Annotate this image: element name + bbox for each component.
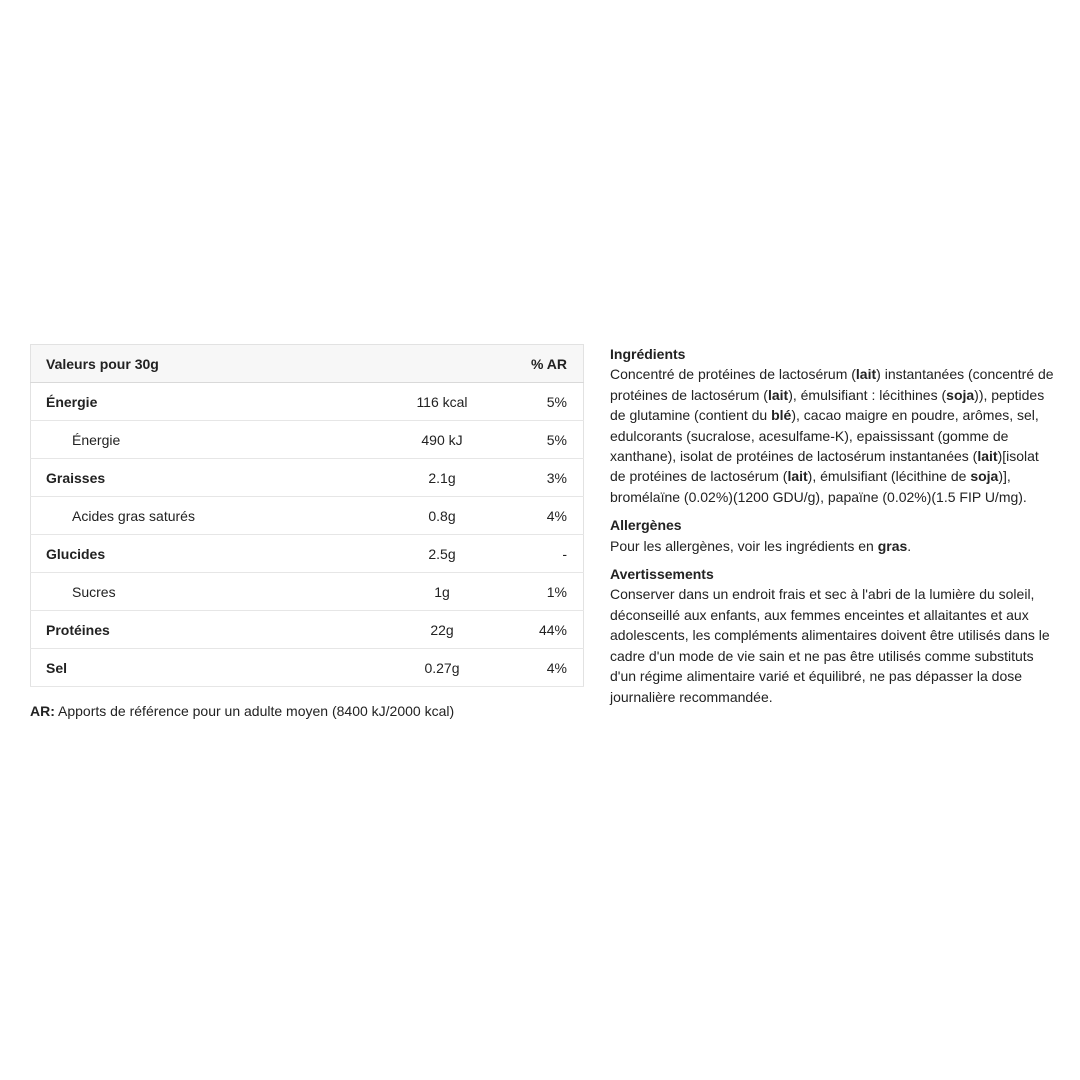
nutrient-amount: 116 kcal	[416, 393, 468, 410]
nutrient-amount: 0.8g	[428, 507, 456, 524]
nutrient-name: Sucres	[72, 583, 116, 600]
table-row	[31, 497, 584, 535]
nutrient-name: Énergie	[72, 431, 121, 448]
allergens-text-after: .	[907, 537, 912, 554]
nutrient-amount: 22g	[430, 621, 454, 638]
allergens-text	[610, 536, 1055, 556]
nutrient-percent: 1%	[546, 583, 567, 600]
allergens-text-bold: gras	[877, 537, 908, 554]
header-percent: % AR	[530, 355, 567, 372]
allergens-section	[610, 515, 1055, 556]
nutrient-percent: 44%	[538, 621, 567, 638]
nutrient-amount: 0.27g	[424, 659, 460, 676]
warnings-text: Conserver dans un endroit frais et sec à l'abri de la lumière du soleil, déconseillé aux enfants, aux femmes enceintes et allaitantes et aux adolescents, les compléments alimentaires doivent être utilisés dans le cadre d'un mode de vie sain et ne pas être utilisés comme substituts d'un régime alimentaire varié et équilibré, ne pas dépasser la dose journalière recommandée.	[610, 586, 1050, 705]
ingredients-text	[610, 364, 1055, 507]
nutrient-amount: 1g	[434, 583, 450, 600]
ingredient-allergen: lait	[767, 386, 789, 403]
ingredient-allergen: lait	[855, 366, 877, 383]
nutrient-percent: 5%	[546, 431, 567, 448]
ingredient-segment: ) instantanées (concentré de protéines de lactosérum (	[610, 366, 1054, 403]
nutrient-percent: 4%	[546, 507, 567, 524]
nutrient-name: Glucides	[46, 545, 106, 562]
ingredient-allergen: blé	[771, 407, 792, 424]
table-row	[31, 535, 584, 573]
footnote-label: AR:	[30, 703, 55, 719]
nutrient-amount: 2.5g	[428, 545, 456, 562]
table-row	[31, 649, 584, 687]
header-label: Valeurs pour 30g	[46, 355, 159, 372]
ingredient-allergen: lait	[787, 468, 808, 485]
table-row	[31, 459, 584, 497]
warnings-section	[610, 564, 1055, 707]
nutrient-name: Protéines	[46, 621, 110, 638]
nutrient-name: Acides gras saturés	[72, 507, 195, 524]
table-row	[31, 611, 584, 649]
nutrition-table	[30, 344, 584, 687]
footnote-text: Apports de référence pour un adulte moyen (8400 kJ/2000 kcal)	[54, 703, 455, 719]
nutrient-percent: 4%	[546, 659, 567, 676]
ingredient-segment: )[isolat de protéines de lactosérum (	[610, 448, 1039, 485]
ingredient-allergen: soja	[970, 468, 999, 485]
ingredient-segment: ), émulsifiant : lécithines (	[788, 386, 947, 403]
nutrition-panel	[30, 344, 584, 719]
nutrient-percent: 5%	[546, 393, 567, 410]
allergens-text-before: Pour les allergènes, voir les ingrédients en	[610, 537, 878, 554]
nutrient-name: Sel	[46, 659, 68, 676]
nutrient-name: Graisses	[46, 469, 106, 486]
nutrient-amount: 490 kJ	[421, 431, 463, 448]
ingredient-segment: )), peptides de glutamine (contient du	[610, 386, 1045, 424]
header-amount	[402, 345, 482, 383]
ingredients-section	[610, 344, 1055, 507]
ingredient-segment: )], bromélaïne (0.02%)(1200 GDU/g), papaïne (0.02%)(1.5 FIP U/mg).	[610, 468, 1027, 505]
ingredient-segment: Concentré de protéines de lactosérum (	[610, 366, 856, 383]
table-row	[31, 421, 584, 459]
nutrient-percent: -	[562, 545, 567, 562]
reference-footnote	[30, 703, 584, 719]
ingredients-title: Ingrédients	[610, 346, 686, 362]
allergens-title: Allergènes	[610, 517, 682, 534]
ingredient-allergen: soja	[946, 386, 975, 403]
ingredient-segment: ), cacao maigre en poudre, arômes, sel, edulcorants (sucralose, acesulfame-K), epaississant (gomme de xanthane), isolat de protéines de lactosérum instantanées (	[610, 407, 1039, 465]
table-row	[31, 573, 584, 611]
ingredient-segment: ), émulsifiant (lécithine de	[807, 468, 971, 485]
ingredient-allergen: lait	[977, 448, 998, 465]
table-header-row	[31, 345, 584, 383]
warnings-title: Avertissements	[610, 566, 714, 583]
table-row	[31, 383, 584, 421]
product-info	[610, 344, 1055, 715]
nutrient-percent: 3%	[546, 469, 567, 486]
nutrient-amount: 2.1g	[428, 469, 456, 486]
nutrient-name: Énergie	[46, 393, 98, 410]
